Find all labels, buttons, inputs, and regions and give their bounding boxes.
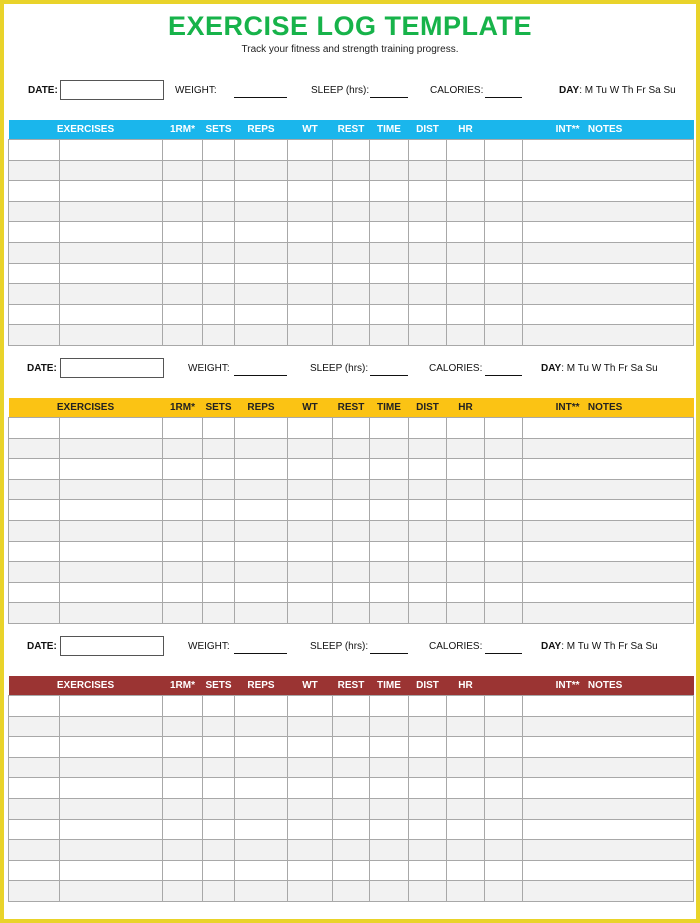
table-row[interactable] (9, 222, 694, 243)
day-values: : M Tu W Th Fr Sa Su (561, 641, 658, 652)
col-reps: REPS (235, 398, 288, 418)
table-row[interactable] (9, 160, 694, 181)
col-exercises: EXERCISES (9, 398, 163, 418)
info-row-3 (4, 636, 696, 658)
table-row[interactable] (9, 500, 694, 521)
table-row[interactable] (9, 140, 694, 161)
day-values: : M Tu W Th Fr Sa Su (561, 363, 658, 374)
col-int: INT** (555, 402, 580, 413)
sleep-label: SLEEP (hrs): (310, 641, 369, 652)
table-body-3 (9, 696, 694, 902)
table-row[interactable] (9, 325, 694, 346)
day-label: DAY (541, 641, 562, 652)
day-label: DAY (541, 363, 562, 374)
col-notes: NOTES (587, 124, 623, 135)
table-row[interactable] (9, 860, 694, 881)
col-time: TIME (370, 676, 409, 696)
table-row[interactable] (9, 418, 694, 439)
col-int: INT** (555, 680, 580, 691)
col-wt: WT (288, 120, 333, 140)
weight-label: WEIGHT: (188, 363, 230, 374)
col-dist: DIST (409, 398, 447, 418)
log-table-2 (8, 398, 694, 624)
table-row[interactable] (9, 819, 694, 840)
table-body-2 (9, 418, 694, 624)
col-time: TIME (370, 120, 409, 140)
col-rest: REST (333, 398, 370, 418)
table-row[interactable] (9, 716, 694, 737)
weight-field[interactable] (234, 375, 287, 376)
page-subtitle: Track your fitness and strength training progress. (241, 44, 459, 55)
table-row[interactable] (9, 438, 694, 459)
col-sets: SETS (203, 398, 235, 418)
col-hr: HR (447, 120, 485, 140)
col-notes: NOTES (587, 680, 623, 691)
day-selector[interactable] (559, 85, 676, 96)
date-label: DATE: (28, 85, 58, 96)
weight-field[interactable] (234, 97, 287, 98)
col-hr: HR (447, 398, 485, 418)
weight-field[interactable] (234, 653, 287, 654)
col-rest: REST (333, 676, 370, 696)
table-row[interactable] (9, 757, 694, 778)
day-label: DAY (559, 85, 580, 96)
col-wt: WT (288, 398, 333, 418)
table-row[interactable] (9, 582, 694, 603)
table-row[interactable] (9, 181, 694, 202)
table-row[interactable] (9, 263, 694, 284)
table-row[interactable] (9, 737, 694, 758)
col-1rm: 1RM* (163, 676, 203, 696)
day-selector[interactable] (541, 641, 658, 652)
info-row-2 (4, 358, 696, 380)
date-label: DATE: (27, 363, 57, 374)
log-table-1 (8, 120, 694, 346)
log-table-3 (8, 676, 694, 902)
table-row[interactable] (9, 479, 694, 500)
col-1rm: 1RM* (163, 398, 203, 418)
sleep-label: SLEEP (hrs): (310, 363, 369, 374)
col-dist: DIST (409, 120, 447, 140)
col-int-notes (485, 398, 694, 418)
calories-field[interactable] (485, 97, 522, 98)
col-hr: HR (447, 676, 485, 696)
weight-label: WEIGHT: (188, 641, 230, 652)
col-exercises: EXERCISES (9, 120, 163, 140)
col-int-notes (485, 120, 694, 140)
col-1rm: 1RM* (163, 120, 203, 140)
col-int: INT** (555, 124, 580, 135)
date-field[interactable] (60, 636, 164, 656)
table-body-1 (9, 140, 694, 346)
col-reps: REPS (235, 120, 288, 140)
calories-field[interactable] (485, 653, 522, 654)
info-row-1 (4, 80, 696, 102)
table-row[interactable] (9, 201, 694, 222)
table-row[interactable] (9, 520, 694, 541)
table-row[interactable] (9, 696, 694, 717)
sleep-label: SLEEP (hrs): (311, 85, 370, 96)
sleep-field[interactable] (370, 375, 408, 376)
col-notes: NOTES (587, 402, 623, 413)
table-row[interactable] (9, 778, 694, 799)
col-sets: SETS (203, 676, 235, 696)
day-selector[interactable] (541, 363, 658, 374)
page-title: EXERCISE LOG TEMPLATE (167, 11, 533, 41)
sleep-field[interactable] (370, 97, 408, 98)
table-row[interactable] (9, 459, 694, 480)
day-values: : M Tu W Th Fr Sa Su (579, 85, 676, 96)
table-row[interactable] (9, 881, 694, 902)
col-sets: SETS (203, 120, 235, 140)
calories-label: CALORIES: (429, 641, 483, 652)
sleep-field[interactable] (370, 653, 408, 654)
col-time: TIME (370, 398, 409, 418)
table-row[interactable] (9, 562, 694, 583)
date-field[interactable] (60, 80, 164, 100)
table-row[interactable] (9, 840, 694, 861)
table-row[interactable] (9, 798, 694, 819)
col-dist: DIST (409, 676, 447, 696)
weight-label: WEIGHT: (175, 85, 217, 96)
date-field[interactable] (60, 358, 164, 378)
table-row[interactable] (9, 242, 694, 263)
calories-field[interactable] (485, 375, 522, 376)
col-int-notes (485, 676, 694, 696)
table-row[interactable] (9, 541, 694, 562)
col-rest: REST (333, 120, 370, 140)
table-row[interactable] (9, 304, 694, 325)
col-wt: WT (288, 676, 333, 696)
table-row[interactable] (9, 603, 694, 624)
col-reps: REPS (235, 676, 288, 696)
calories-label: CALORIES: (429, 363, 483, 374)
date-label: DATE: (27, 641, 57, 652)
calories-label: CALORIES: (430, 85, 484, 96)
col-exercises: EXERCISES (9, 676, 163, 696)
table-row[interactable] (9, 284, 694, 305)
